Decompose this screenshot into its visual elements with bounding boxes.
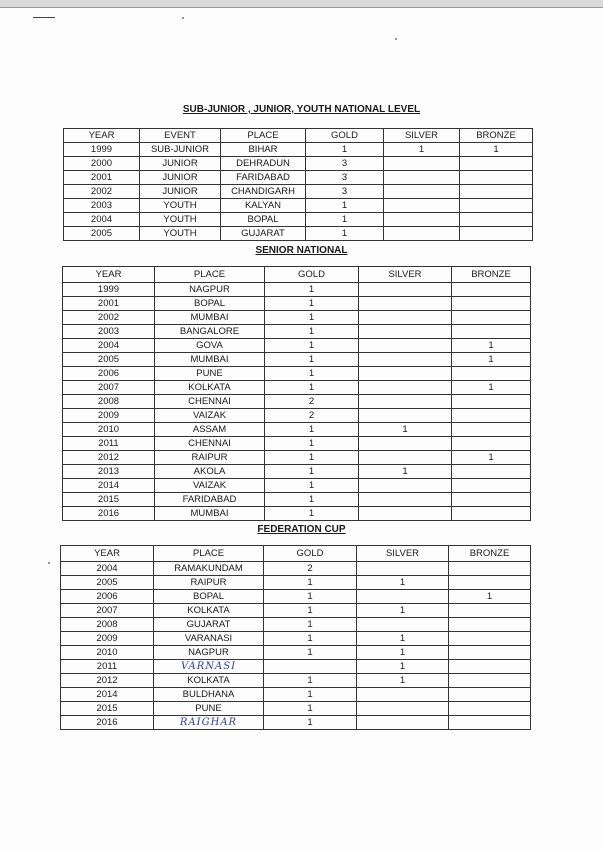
table-cell	[449, 562, 531, 576]
table-row	[61, 674, 531, 688]
junior-header-row	[64, 129, 533, 143]
table-cell: 1	[449, 590, 531, 604]
table-cell	[384, 213, 460, 227]
table-cell: BIHAR	[221, 143, 306, 157]
table-cell: 2012	[61, 674, 154, 688]
table-row	[63, 353, 531, 367]
table-cell: 2010	[61, 646, 154, 660]
senior-table-header	[63, 267, 531, 283]
table-cell: 1	[264, 688, 357, 702]
column-header: YEAR	[61, 546, 154, 562]
table-cell: 2002	[64, 185, 140, 199]
column-header: PLACE	[155, 267, 265, 283]
table-cell: 2004	[63, 339, 155, 353]
table-row	[61, 576, 531, 590]
table-cell: BOPAL	[155, 297, 265, 311]
table-cell: MUMBAI	[155, 353, 265, 367]
table-cell	[357, 618, 449, 632]
table-row	[63, 395, 531, 409]
table-cell: YOUTH	[140, 199, 221, 213]
section-title-junior: SUB-JUNIOR , JUNIOR, YOUTH NATIONAL LEVEL	[182, 104, 421, 115]
table-cell: 1	[265, 339, 359, 353]
table-cell: 2004	[61, 562, 154, 576]
table-cell	[359, 437, 452, 451]
table-cell: 1	[265, 325, 359, 339]
table-cell	[359, 409, 452, 423]
table-cell: 1	[306, 213, 384, 227]
table-cell: 1	[265, 479, 359, 493]
table-row	[64, 143, 533, 157]
table-row	[63, 311, 531, 325]
table-cell: MUMBAI	[155, 507, 265, 521]
table-row	[63, 381, 531, 395]
table-cell: 1	[384, 143, 460, 157]
table-cell: RAIPUR	[154, 576, 264, 590]
scan-speck	[182, 17, 184, 19]
table-cell	[359, 507, 452, 521]
junior-table-body	[64, 143, 533, 241]
table-cell	[357, 562, 449, 576]
table-cell: 1	[265, 367, 359, 381]
table-cell: 1	[306, 143, 384, 157]
table-cell: 1999	[63, 283, 155, 297]
table-cell: 1	[264, 702, 357, 716]
table-cell: RAMAKUNDAM	[154, 562, 264, 576]
table-cell	[449, 618, 531, 632]
table-cell	[384, 171, 460, 185]
column-header: GOLD	[306, 129, 384, 143]
table-cell: 1	[452, 451, 531, 465]
table-cell: 2004	[64, 213, 140, 227]
table-cell	[460, 227, 533, 241]
table-cell: VARANASI	[154, 632, 264, 646]
column-header: PLACE	[221, 129, 306, 143]
table-cell: 1	[265, 507, 359, 521]
table-cell: BANGALORE	[155, 325, 265, 339]
table-cell	[449, 674, 531, 688]
table-row	[61, 632, 531, 646]
table-cell: 1	[306, 199, 384, 213]
table-cell	[452, 479, 531, 493]
table-cell: 1	[265, 353, 359, 367]
junior-medals-table	[63, 128, 533, 241]
table-cell: BULDHANA	[154, 688, 264, 702]
table-cell: 2006	[61, 590, 154, 604]
table-cell: 2011	[61, 660, 154, 674]
table-cell: MUMBAI	[155, 311, 265, 325]
table-row	[63, 297, 531, 311]
table-row	[63, 367, 531, 381]
table-cell: 1	[452, 339, 531, 353]
table-cell: 2009	[63, 409, 155, 423]
table-cell: 1	[359, 423, 452, 437]
table-cell: CHENNAI	[155, 395, 265, 409]
table-cell: 1	[357, 632, 449, 646]
section-title-senior: SENIOR NATIONAL	[255, 245, 348, 256]
table-cell	[384, 157, 460, 171]
table-row	[64, 185, 533, 199]
table-row	[61, 618, 531, 632]
table-cell: 2011	[63, 437, 155, 451]
federation-header-row	[61, 546, 531, 562]
table-cell	[449, 660, 531, 674]
table-cell	[384, 227, 460, 241]
table-row	[63, 283, 531, 297]
table-cell	[357, 590, 449, 604]
table-cell: 1	[264, 716, 357, 730]
table-cell: 1	[265, 493, 359, 507]
table-row	[61, 604, 531, 618]
junior-table-header	[64, 129, 533, 143]
table-cell: 3	[306, 157, 384, 171]
column-header: PLACE	[154, 546, 264, 562]
column-header: SILVER	[384, 129, 460, 143]
table-cell: 2005	[63, 353, 155, 367]
column-header: BRONZE	[460, 129, 533, 143]
table-cell: 2016	[61, 716, 154, 730]
table-cell: GUJARAT	[221, 227, 306, 241]
scan-speck	[48, 562, 50, 564]
table-cell	[359, 297, 452, 311]
table-cell: 1	[264, 618, 357, 632]
table-cell: 1	[265, 451, 359, 465]
table-cell: 2	[264, 562, 357, 576]
table-cell	[449, 646, 531, 660]
table-cell: 2002	[63, 311, 155, 325]
table-cell: 1	[265, 423, 359, 437]
table-cell: JUNIOR	[140, 185, 221, 199]
table-cell	[359, 283, 452, 297]
table-cell	[357, 702, 449, 716]
table-cell	[452, 325, 531, 339]
column-header: YEAR	[63, 267, 155, 283]
table-cell: GUJARAT	[154, 618, 264, 632]
table-cell	[452, 395, 531, 409]
federation-table-body	[61, 562, 531, 730]
table-row	[61, 562, 531, 576]
table-cell: JUNIOR	[140, 157, 221, 171]
table-cell: 2005	[61, 576, 154, 590]
table-cell	[384, 185, 460, 199]
table-cell	[357, 716, 449, 730]
table-row	[63, 465, 531, 479]
handwritten-cell: RAIGHAR	[154, 716, 264, 730]
table-cell: VAIZAK	[155, 479, 265, 493]
table-cell: 1	[357, 576, 449, 590]
table-cell: 2009	[61, 632, 154, 646]
table-cell	[359, 353, 452, 367]
table-cell: 2008	[63, 395, 155, 409]
table-row	[63, 339, 531, 353]
table-cell: BOPAL	[154, 590, 264, 604]
table-row	[64, 199, 533, 213]
table-cell: 1	[357, 660, 449, 674]
table-cell	[452, 493, 531, 507]
table-cell	[359, 479, 452, 493]
column-header: YEAR	[64, 129, 140, 143]
table-cell: 2010	[63, 423, 155, 437]
senior-medals-table	[62, 266, 531, 521]
table-cell: 1	[264, 646, 357, 660]
table-cell: 2014	[61, 688, 154, 702]
table-cell: 1	[265, 311, 359, 325]
table-cell: YOUTH	[140, 213, 221, 227]
table-cell	[460, 185, 533, 199]
table-cell: JUNIOR	[140, 171, 221, 185]
handwritten-cell: VARNASI	[154, 660, 264, 674]
table-cell: PUNE	[154, 702, 264, 716]
table-row	[64, 171, 533, 185]
column-header: SILVER	[359, 267, 452, 283]
table-cell: 2013	[63, 465, 155, 479]
table-cell: KOLKATA	[154, 604, 264, 618]
table-cell: 1	[452, 381, 531, 395]
column-header: GOLD	[265, 267, 359, 283]
table-cell: 1	[452, 353, 531, 367]
table-cell	[460, 157, 533, 171]
table-cell	[452, 465, 531, 479]
table-cell: 3	[306, 185, 384, 199]
federation-table-header	[61, 546, 531, 562]
scan-mark	[33, 17, 55, 18]
table-cell: ASSAM	[155, 423, 265, 437]
table-cell	[359, 325, 452, 339]
table-cell: SUB-JUNIOR	[140, 143, 221, 157]
table-cell	[449, 688, 531, 702]
table-cell: NAGPUR	[155, 283, 265, 297]
table-cell: 1	[357, 674, 449, 688]
table-row	[63, 325, 531, 339]
table-cell	[452, 297, 531, 311]
table-row	[61, 688, 531, 702]
table-cell: FARIDABAD	[221, 171, 306, 185]
table-cell: AKOLA	[155, 465, 265, 479]
table-cell	[384, 199, 460, 213]
table-cell	[359, 451, 452, 465]
table-cell	[452, 367, 531, 381]
table-cell: 1	[357, 646, 449, 660]
table-cell	[449, 716, 531, 730]
table-row	[61, 590, 531, 604]
column-header: SILVER	[357, 546, 449, 562]
table-cell: DEHRADUN	[221, 157, 306, 171]
table-cell: 1	[265, 283, 359, 297]
table-cell: 2016	[63, 507, 155, 521]
table-cell: 2007	[61, 604, 154, 618]
scan-top-edge	[0, 0, 603, 8]
table-cell	[357, 688, 449, 702]
table-cell: YOUTH	[140, 227, 221, 241]
column-header: GOLD	[264, 546, 357, 562]
table-row	[63, 451, 531, 465]
table-cell: KOLKATA	[154, 674, 264, 688]
table-cell: 2003	[63, 325, 155, 339]
senior-table-body	[63, 283, 531, 521]
table-row	[64, 157, 533, 171]
table-cell: 1	[460, 143, 533, 157]
table-row	[63, 493, 531, 507]
table-cell	[452, 283, 531, 297]
table-cell: 1	[264, 674, 357, 688]
table-cell: VAIZAK	[155, 409, 265, 423]
table-cell	[359, 493, 452, 507]
table-cell: 1	[264, 576, 357, 590]
table-cell: KOLKATA	[155, 381, 265, 395]
federation-medals-table	[60, 545, 531, 730]
table-row	[63, 479, 531, 493]
table-cell	[449, 632, 531, 646]
table-cell	[460, 213, 533, 227]
table-cell: 1999	[64, 143, 140, 157]
table-cell: 1	[264, 590, 357, 604]
table-cell: 2000	[64, 157, 140, 171]
table-cell: 1	[265, 297, 359, 311]
table-cell: 1	[359, 465, 452, 479]
table-cell	[460, 199, 533, 213]
table-cell	[359, 367, 452, 381]
table-row	[64, 227, 533, 241]
table-cell	[359, 311, 452, 325]
table-cell: CHENNAI	[155, 437, 265, 451]
table-cell	[449, 576, 531, 590]
table-cell: 1	[265, 437, 359, 451]
table-cell: 2008	[61, 618, 154, 632]
table-cell	[452, 437, 531, 451]
table-cell: GOVA	[155, 339, 265, 353]
table-cell: 2	[265, 395, 359, 409]
table-cell	[460, 171, 533, 185]
table-row	[63, 423, 531, 437]
table-cell: 1	[265, 465, 359, 479]
table-cell: 1	[264, 604, 357, 618]
table-cell	[452, 507, 531, 521]
table-cell	[452, 409, 531, 423]
table-cell	[452, 423, 531, 437]
table-cell: 2006	[63, 367, 155, 381]
senior-header-row	[63, 267, 531, 283]
table-cell: NAGPUR	[154, 646, 264, 660]
column-header: BRONZE	[452, 267, 531, 283]
table-cell: 2005	[64, 227, 140, 241]
table-row	[63, 409, 531, 423]
table-row	[61, 646, 531, 660]
table-cell	[452, 311, 531, 325]
section-title-federation: FEDERATION CUP	[257, 524, 346, 535]
table-cell: 1	[265, 381, 359, 395]
table-cell: 2001	[63, 297, 155, 311]
table-cell	[449, 702, 531, 716]
table-row	[61, 660, 531, 674]
table-cell: 2015	[61, 702, 154, 716]
table-cell: 3	[306, 171, 384, 185]
table-cell: FARIDABAD	[155, 493, 265, 507]
table-row	[61, 702, 531, 716]
table-cell	[359, 381, 452, 395]
table-cell: PUNE	[155, 367, 265, 381]
table-row	[64, 213, 533, 227]
table-cell: 2001	[64, 171, 140, 185]
table-cell: CHANDIGARH	[221, 185, 306, 199]
table-cell: 1	[264, 632, 357, 646]
table-cell: 1	[306, 227, 384, 241]
table-cell	[449, 604, 531, 618]
table-cell: KALYAN	[221, 199, 306, 213]
table-cell	[264, 660, 357, 674]
table-row	[63, 437, 531, 451]
column-header: BRONZE	[449, 546, 531, 562]
table-cell	[359, 395, 452, 409]
scan-speck	[395, 38, 397, 40]
table-cell: 2007	[63, 381, 155, 395]
table-cell: BOPAL	[221, 213, 306, 227]
table-row	[61, 716, 531, 730]
table-cell: 2012	[63, 451, 155, 465]
table-row	[63, 507, 531, 521]
table-cell: 2015	[63, 493, 155, 507]
table-cell: 2	[265, 409, 359, 423]
column-header: EVENT	[140, 129, 221, 143]
table-cell: 1	[357, 604, 449, 618]
table-cell: 2014	[63, 479, 155, 493]
table-cell: RAIPUR	[155, 451, 265, 465]
table-cell	[359, 339, 452, 353]
table-cell: 2003	[64, 199, 140, 213]
